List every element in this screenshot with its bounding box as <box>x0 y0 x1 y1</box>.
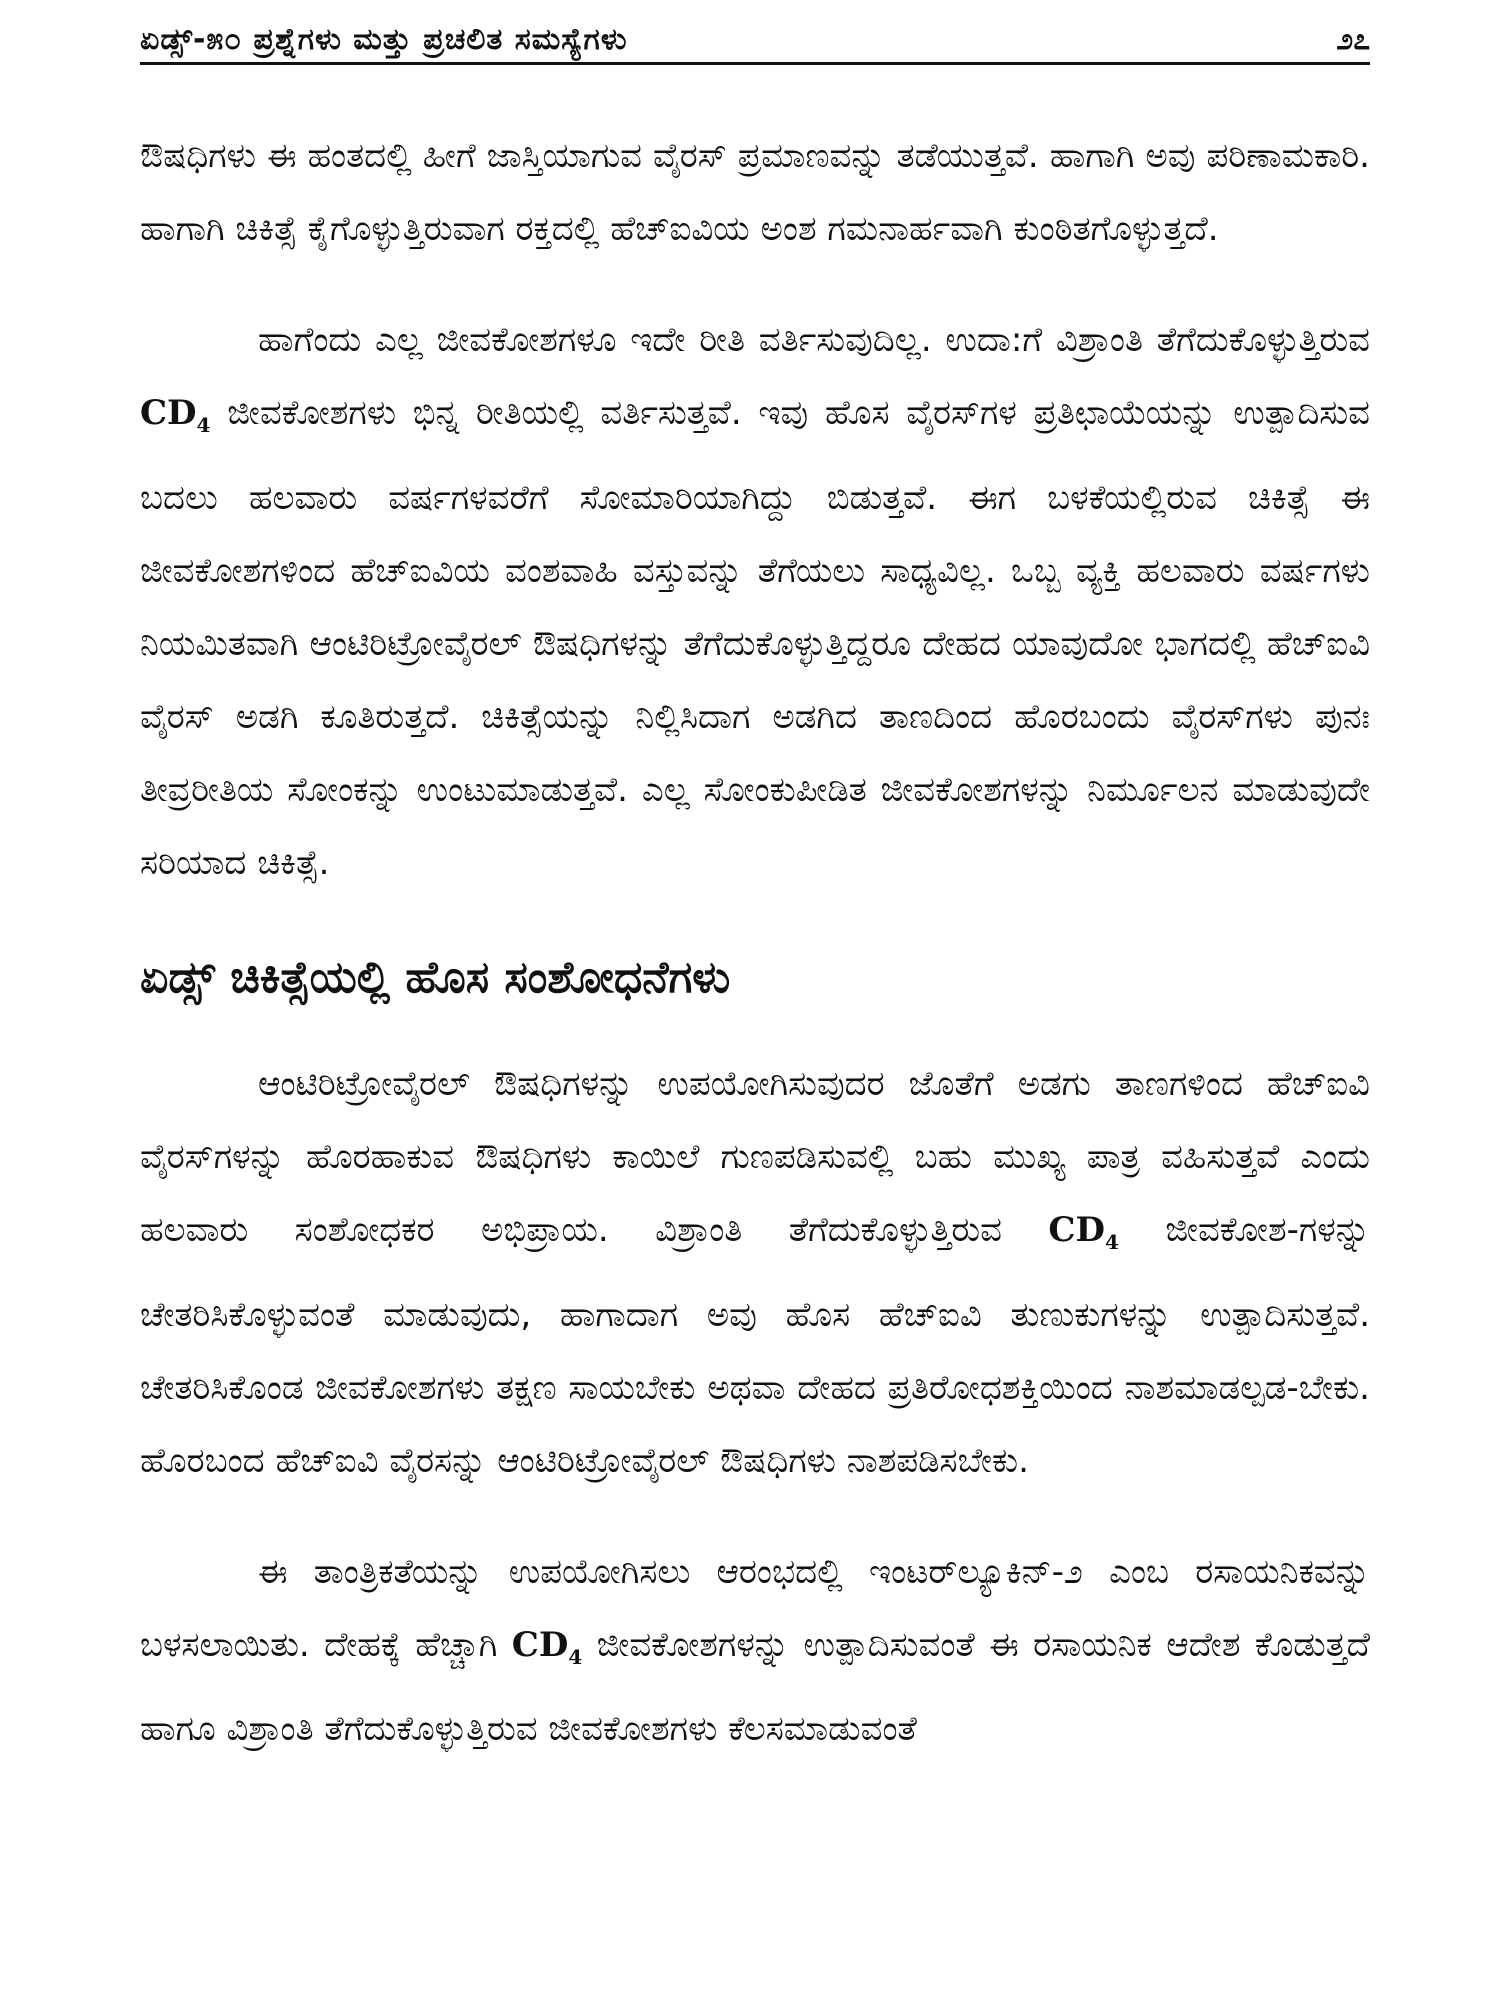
cd4-subscript: 4 <box>1104 1229 1119 1254</box>
header-rule <box>140 62 1370 65</box>
running-title: ಏಡ್ಸ್-೫೦ ಪ್ರಶ್ನೆಗಳು ಮತ್ತು ಪ್ರಚಲಿತ ಸಮಸ್ಯೆಗಳು <box>140 22 628 57</box>
cd4-label: CD <box>511 1624 569 1665</box>
paragraph-4-text-a: ಈ ತಾಂತ್ರಿಕತೆಯನ್ನು ಉಪಯೋಗಿಸಲು ಆರಂಭದಲ್ಲಿ ಇಂಟರ್‌ಲ್ಯೂಕಿನ್-೨ ಎಂಬ ರಸಾಯನಿಕವನ್ನು ಬಳಸಲಾಯಿತು. ದೇಹಕ್ಕೆ ಹೆಚ್ಚಾಗಿ <box>140 1551 1370 1665</box>
paragraph-3-text-b: ಜೀವಕೋಶ-ಗಳನ್ನು ಚೇತರಿಸಿಕೊಳ್ಳುವಂತೆ ಮಾಡುವುದು, ಹಾಗಾದಾಗ ಅವು ಹೊಸ ಹೆಚ್‌ಐವಿ ತುಣುಕುಗಳನ್ನು ಉತ್ಪಾದಿಸುತ್ತವೆ. ಚೇತರಿಸಿಕೊಂಡ ಜೀವಕೋಶಗಳು ತಕ್ಷಣ ಸಾಯಬೇಕು ಅಥವಾ ದೇಹದ ಪ್ರತಿರೋಧಶಕ್ತಿಯಿಂದ ನಾಶಮಾಡಲ್ಪಡ-ಬೇಕು. ಹೊರಬಂದ ಹೆಚ್‌ಐವಿ ವೈರಸನ್ನು ಆಂಟಿರಿಟ್ರೋವೈರಲ್ ಔಷಧಿಗಳು ನಾಶಪಡಿಸಬೇಕು. <box>140 1209 1371 1481</box>
cd4-term <box>1048 1209 1119 1254</box>
cd4-subscript: 4 <box>196 412 211 437</box>
paragraph-4-text-b: ಜೀವಕೋಶಗಳನ್ನು ಉತ್ಪಾದಿಸುವಂತೆ ಈ ರಸಾಯನಿಕ ಆದೇಶ ಕೊಡುತ್ತದೆ ಹಾಗೂ ವಿಶ್ರಾಂತಿ ತೆಗೆದುಕೊಳ್ಳುತ್ತಿರುವ ಜೀವಕೋಶಗಳು ಕೆಲಸಮಾಡುವಂತೆ <box>140 1624 1370 1750</box>
book-page <box>140 0 1370 2000</box>
cd4-label: CD <box>140 393 197 433</box>
paragraph-1-text: ಔಷಧಿಗಳು ಈ ಹಂತದಲ್ಲಿ ಹೀಗೆ ಜಾಸ್ತಿಯಾಗುವ ವೈರಸ್ ಪ್ರಮಾಣವನ್ನು ತಡೆಯುತ್ತವೆ. ಹಾಗಾಗಿ ಅವು ಪರಿಣಾಮಕಾರಿ. ಹಾಗಾಗಿ ಚಿಕಿತ್ಸೆ ಕೈಗೊಳ್ಳುತ್ತಿರುವಾಗ ರಕ್ತದಲ್ಲಿ ಹೆಚ್‌ಐವಿಯ ಅಂಶ ಗಮನಾರ್ಹವಾಗಿ ಕುಂಠಿತಗೊಳ್ಳುತ್ತದೆ. <box>140 136 1370 249</box>
paragraph-2-text-b: ಜೀವಕೋಶಗಳು ಭಿನ್ನ ರೀತಿಯಲ್ಲಿ ವರ್ತಿಸುತ್ತವೆ. ಇವು ಹೊಸ ವೈರಸ್‌ಗಳ ಪ್ರತಿಛಾಯೆಯನ್ನು ಉತ್ಪಾದಿಸುವ ಬದಲು ಹಲವಾರು ವರ್ಷಗಳವರೆಗೆ ಸೋಮಾರಿಯಾಗಿದ್ದು ಬಿಡುತ್ತವೆ. ಈಗ ಬಳಕೆಯಲ್ಲಿರುವ ಚಿಕಿತ್ಸೆ ಈ ಜೀವಕೋಶಗಳಿಂದ ಹೆಚ್‌ಐವಿಯ ವಂಶವಾಹಿ ವಸ್ತುವನ್ನು ತೆಗೆಯಲು ಸಾಧ್ಯವಿಲ್ಲ. ಒಬ್ಬ ವ್ಯಕ್ತಿ ಹಲವಾರು ವರ್ಷಗಳು ನಿಯಮಿತವಾಗಿ ಆಂಟಿರಿಟ್ರೋವೈರಲ್ ಔಷಧಿಗಳನ್ನು ತೆಗೆದುಕೊಳ್ಳುತ್ತಿದ್ದರೂ ದೇಹದ ಯಾವುದೋ ಭಾಗದಲ್ಲಿ ಹೆಚ್‌ಐವಿ ವೈರಸ್ ಅಡಗಿ ಕೂತಿರುತ್ತದೆ. ಚಿಕಿತ್ಸೆಯನ್ನು ನಿಲ್ಲಿಸಿದಾಗ ಅಡಗಿದ ತಾಣದಿಂದ ಹೊರಬಂದು ವೈರಸ್‌ಗಳು ಪುನಃ ತೀವ್ರರೀತಿಯ ಸೋಂಕನ್ನು ಉಂಟುಮಾಡುತ್ತವೆ. ಎಲ್ಲ ಸೋಂಕುಪೀಡಿತ ಜೀವಕೋಶಗಳನ್ನು ನಿರ್ಮೂಲನ ಮಾಡುವುದೇ ಸರಿಯಾದ ಚಿಕಿತ್ಸೆ. <box>140 393 1370 883</box>
section-heading: ಏಡ್ಸ್ ಚಿಕಿತ್ಸೆಯಲ್ಲಿ ಹೊಸ ಸಂಶೋಧನೆಗಳು <box>140 951 731 1003</box>
paragraph-1 <box>140 120 1370 266</box>
page-number: ೨೭ <box>1336 22 1370 57</box>
paragraph-3 <box>140 1048 1370 1498</box>
paragraph-4 <box>140 1536 1370 1767</box>
cd4-term <box>511 1624 583 1669</box>
cd4-label: CD <box>1048 1209 1105 1250</box>
paragraph-2-text-a: ಹಾಗೆಂದು ಎಲ್ಲ ಜೀವಕೋಶಗಳೂ ಇದೇ ರೀತಿ ವರ್ತಿಸುವುದಿಲ್ಲ. ಉದಾ:ಗೆ ವಿಶ್ರಾಂತಿ ತೆಗೆದುಕೊಳ್ಳುತ್ತಿರುವ <box>258 320 1370 360</box>
paragraph-2 <box>140 304 1370 900</box>
cd4-term <box>140 393 211 437</box>
body-text <box>140 120 1370 1766</box>
cd4-subscript: 4 <box>568 1644 583 1669</box>
paragraph-3-text-a: ಆಂಟಿರಿಟ್ರೋವೈರಲ್ ಔಷಧಿಗಳನ್ನು ಉಪಯೋಗಿಸುವುದರ ಜೊತೆಗೆ ಅಡಗು ತಾಣಗಳಿಂದ ಹೆಚ್‌ಐವಿ ವೈರಸ್‌ಗಳನ್ನು ಹೊರಹಾಕುವ ಔಷಧಿಗಳು ಕಾಯಿಲೆ ಗುಣಪಡಿಸುವಲ್ಲಿ ಬಹು ಮುಖ್ಯ ಪಾತ್ರ ವಹಿಸುತ್ತವೆ ಎಂದು ಹಲವಾರು ಸಂಶೋಧಕರ ಅಭಿಪ್ರಾಯ. ವಿಶ್ರಾಂತಿ ತೆಗೆದುಕೊಳ್ಳುತ್ತಿರುವ <box>140 1063 1370 1250</box>
